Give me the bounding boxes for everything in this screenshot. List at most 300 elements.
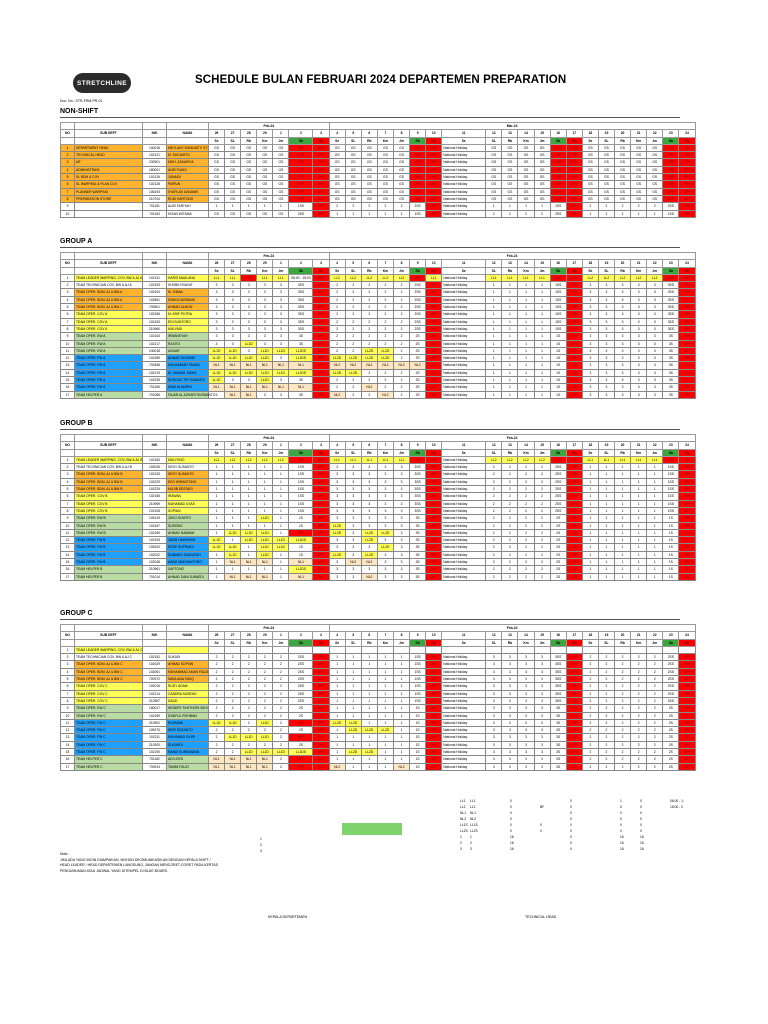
shift-cell: OFF: [410, 188, 426, 195]
row-nik: 102204: [143, 289, 167, 296]
shift-cell: OFF: [566, 676, 582, 683]
row-number: 3: [61, 159, 75, 166]
shift-cell: 2SS: [550, 478, 566, 485]
row-sub-dept: TEAM OPER. BDM, AJ & BW B: [75, 471, 143, 478]
row-name: EDI SUNTORO: [167, 318, 209, 325]
shift-cell: 2: [534, 500, 550, 507]
shift-cell: 2S: [663, 749, 679, 756]
shift-cell: 1: [225, 486, 241, 493]
shift-cell: 3: [631, 325, 647, 332]
date-header: 26: [209, 442, 225, 449]
shift-cell: GS: [393, 174, 409, 181]
shift-cell: 3: [615, 355, 631, 362]
shift-cell: 1SS: [550, 325, 566, 332]
row-name: JUNAIDI: [167, 174, 209, 181]
shift-cell: 2: [241, 705, 257, 712]
shift-cell: 1: [209, 478, 225, 485]
table-row: [61, 274, 696, 281]
shift-cell: GS: [361, 188, 377, 195]
shift-cell: 1: [345, 668, 361, 675]
shift-cell: 3: [631, 282, 647, 289]
date-header: 14: [518, 442, 534, 449]
shift-cell: 2: [518, 500, 534, 507]
shift-cell: 2: [273, 697, 289, 704]
shift-cell: 3: [225, 325, 241, 332]
shift-cell: 1: [361, 210, 377, 217]
shift-cell: OFF: [313, 325, 329, 332]
shift-cell: 1: [209, 486, 225, 493]
shift-cell: 1: [615, 500, 631, 507]
shift-cell: NL1: [241, 573, 257, 580]
col-no-header: NO: [61, 260, 75, 267]
shift-cell: 3: [225, 340, 241, 347]
shift-cell: 1: [486, 347, 502, 354]
shift-cell: 2: [598, 203, 614, 210]
shift-cell: OFF: [550, 152, 566, 159]
shift-cell: 3: [534, 712, 550, 719]
row-name: ASMI ALMURNI: [167, 384, 209, 391]
shift-cell: 1: [615, 471, 631, 478]
shift-cell: 2: [502, 500, 518, 507]
shift-cell: [615, 646, 631, 653]
shift-cell: 1: [361, 668, 377, 675]
shift-cell: 1: [631, 210, 647, 217]
shift-cell: GS: [647, 174, 663, 181]
shift-cell: 1: [582, 507, 598, 514]
row-nik: 701165: [143, 384, 167, 391]
shift-cell: 1: [582, 544, 598, 551]
shift-cell: 1: [393, 749, 409, 756]
shift-cell: 3SS: [410, 500, 426, 507]
day-header: Sb: [550, 267, 566, 274]
day-header: SL: [345, 639, 361, 646]
table-row: [61, 318, 696, 325]
shift-cell: LL1D: [273, 537, 289, 544]
shift-cell: OFF: [566, 274, 582, 281]
shift-cell: 2: [615, 749, 631, 756]
shift-cell: 1: [257, 507, 273, 514]
shift-cell: 2: [647, 727, 663, 734]
shift-cell: National Holiday: [442, 712, 486, 719]
shift-cell: 1: [502, 347, 518, 354]
shift-cell: GS: [615, 152, 631, 159]
shift-cell: 2S: [289, 727, 313, 734]
shift-cell: 1: [534, 369, 550, 376]
shift-cell: 1: [615, 478, 631, 485]
shift-cell: 1: [241, 522, 257, 529]
table-row: [61, 152, 696, 159]
row-sub-dept: TEAM OPER. FW A: [75, 377, 143, 384]
shift-cell: OFF: [566, 471, 582, 478]
shift-cell: 1S: [663, 559, 679, 566]
shift-cell: 1S: [410, 741, 426, 748]
shift-cell: GS: [377, 174, 393, 181]
doc-number: Doc. No.: STR-FRM-PR-01: [60, 99, 103, 103]
day-header: Jm: [393, 137, 409, 144]
legend-color-box: [342, 823, 402, 835]
shift-cell: OFF: [566, 683, 582, 690]
shift-cell: 2: [377, 289, 393, 296]
row-sub-dept: TEAM OPER. FW B: [75, 559, 143, 566]
shift-cell: 1: [241, 486, 257, 493]
shift-cell: 2: [329, 384, 345, 391]
shift-cell: 2SS: [289, 654, 313, 661]
shift-cell: 3: [393, 522, 409, 529]
row-number: 12: [61, 727, 75, 734]
header-blank: [143, 435, 167, 442]
shift-cell: 3: [518, 683, 534, 690]
row-number: 8: [61, 697, 75, 704]
shift-cell: 3: [393, 493, 409, 500]
day-header: Jm: [393, 639, 409, 646]
col-subdept-header: SUB DEPT: [75, 260, 143, 267]
shift-cell: 2SS: [289, 676, 313, 683]
shift-cell: 1: [631, 537, 647, 544]
shift-cell: LL1DS: [289, 369, 313, 376]
shift-cell: 3: [225, 304, 241, 311]
date-header: 6: [361, 260, 377, 267]
day-header: Km: [257, 267, 273, 274]
day-header: Rb: [361, 267, 377, 274]
shift-cell: GS: [225, 195, 241, 202]
shift-cell: [273, 646, 289, 653]
header-blank: [167, 639, 209, 646]
shift-cell: 2: [225, 654, 241, 661]
shift-cell: 1: [647, 566, 663, 573]
shift-cell: NL2: [345, 362, 361, 369]
shift-cell: 1: [393, 661, 409, 668]
shift-cell: 2: [518, 559, 534, 566]
day-header: Se: [329, 449, 345, 456]
row-number: 3: [61, 289, 75, 296]
table-row: [61, 144, 696, 151]
shift-cell: 3S: [289, 377, 313, 384]
shift-cell: National Holiday: [442, 391, 486, 398]
shift-cell: 3: [647, 347, 663, 354]
row-number: 11: [61, 347, 75, 354]
legend-value: 0: [620, 823, 622, 827]
shift-cell: LL2D: [377, 355, 393, 362]
date-header: 6: [361, 442, 377, 449]
shift-cell: GS: [257, 181, 273, 188]
day-header: Km: [257, 449, 273, 456]
date-header: 11: [442, 632, 486, 639]
day-header: Km: [518, 137, 534, 144]
shift-cell: 3: [647, 289, 663, 296]
shift-cell: 1SS: [663, 478, 679, 485]
shift-cell: LL1D: [241, 749, 257, 756]
shift-cell: 3: [615, 391, 631, 398]
shift-cell: 2: [534, 544, 550, 551]
shift-cell: 2S: [663, 734, 679, 741]
legend-value: 0: [510, 823, 512, 827]
shift-cell: OFF: [679, 274, 695, 281]
shift-cell: 3: [209, 318, 225, 325]
shift-cell: 2: [393, 369, 409, 376]
shift-cell: GS: [377, 144, 393, 151]
shift-cell: 2: [647, 697, 663, 704]
shift-cell: 1: [273, 559, 289, 566]
shift-cell: 2: [598, 756, 614, 763]
shift-cell: OFF: [313, 174, 329, 181]
shift-cell: LL1D: [273, 369, 289, 376]
shift-cell: [241, 646, 257, 653]
shift-cell: LL1D: [209, 377, 225, 384]
shift-cell: 1: [518, 333, 534, 340]
shift-cell: 2: [345, 289, 361, 296]
shift-cell: 3: [393, 464, 409, 471]
shift-cell: GS: [582, 174, 598, 181]
shift-cell: 2: [631, 203, 647, 210]
col-no-header: NO: [61, 632, 75, 639]
shift-cell: 1SS: [410, 661, 426, 668]
row-name: SURONO: [167, 522, 209, 529]
shift-cell: OFF: [426, 544, 442, 551]
row-number: 15: [61, 749, 75, 756]
shift-cell: National Holiday: [442, 668, 486, 675]
shift-cell: 2SS: [550, 507, 566, 514]
shift-cell: 3: [582, 282, 598, 289]
shift-cell: 2: [502, 471, 518, 478]
row-nik: 701068: [143, 391, 167, 398]
shift-cell: National Holiday: [442, 478, 486, 485]
shift-cell: 3: [209, 340, 225, 347]
shift-cell: 3: [273, 355, 289, 362]
legend-value: 0: [570, 823, 572, 827]
month-label: Feb-24: [209, 253, 330, 260]
shift-cell: OFF: [679, 719, 695, 726]
date-header: 24: [679, 632, 695, 639]
shift-cell: 3: [393, 573, 409, 580]
shift-cell: NL1: [257, 384, 273, 391]
day-header: Km: [518, 449, 534, 456]
shift-cell: 3SS: [550, 668, 566, 675]
shift-cell: GS: [582, 144, 598, 151]
shift-cell: OFF: [566, 325, 582, 332]
shift-cell: 2S: [550, 529, 566, 536]
shift-cell: OFF: [663, 181, 679, 188]
shift-cell: 1: [582, 493, 598, 500]
header-blank: [167, 449, 209, 456]
shift-cell: GS: [631, 166, 647, 173]
shift-cell: 3: [273, 296, 289, 303]
shift-cell: 1: [225, 500, 241, 507]
shift-cell: 3: [647, 355, 663, 362]
shift-cell: 2: [273, 676, 289, 683]
shift-cell: 3: [615, 318, 631, 325]
row-number: 4: [61, 478, 75, 485]
row-sub-dept: [75, 210, 143, 217]
row-nik: 102211: [143, 734, 167, 741]
shift-cell: 2: [598, 668, 614, 675]
shift-cell: 2: [502, 529, 518, 536]
shift-cell: GS: [241, 152, 257, 159]
shift-cell: OFF: [426, 573, 442, 580]
shift-cell: OFF: [566, 304, 582, 311]
day-header: Mg: [679, 449, 695, 456]
shift-cell: 1S: [550, 369, 566, 376]
shift-cell: GS: [615, 159, 631, 166]
shift-cell: OFF: [313, 486, 329, 493]
shift-cell: 2: [486, 486, 502, 493]
shift-cell: OFF: [313, 537, 329, 544]
date-header: 12: [486, 442, 502, 449]
table-row: [61, 296, 696, 303]
col-nama-header: NAMA: [167, 442, 209, 449]
shift-cell: 1: [241, 566, 257, 573]
shift-cell: OFF: [426, 159, 442, 166]
legend-value: LL2S: [460, 829, 468, 833]
shift-cell: 3: [615, 289, 631, 296]
shift-cell: 3: [345, 486, 361, 493]
shift-cell: 1: [329, 676, 345, 683]
row-sub-dept: TEAM OPER. FW C: [75, 727, 143, 734]
shift-cell: OFF: [426, 464, 442, 471]
shift-cell: OFF: [679, 152, 695, 159]
shift-cell: OFF: [679, 369, 695, 376]
shift-cell: 2: [518, 566, 534, 573]
shift-cell: OFF: [289, 159, 313, 166]
date-header: 19: [598, 442, 614, 449]
date-header: 4: [329, 260, 345, 267]
shift-cell: 1: [393, 719, 409, 726]
shift-cell: 3: [582, 369, 598, 376]
shift-cell: 1: [631, 507, 647, 514]
signature-dept-head: KEPALA DEPARTEMEN: [268, 915, 308, 919]
shift-cell: GS: [631, 181, 647, 188]
shift-cell: OFF: [426, 340, 442, 347]
day-header: Se: [329, 137, 345, 144]
shift-cell: LL2D: [377, 727, 393, 734]
shift-cell: 3: [345, 493, 361, 500]
shift-cell: 3: [486, 727, 502, 734]
shift-cell: OFF: [566, 559, 582, 566]
shift-cell: 1SS: [550, 203, 566, 210]
shift-cell: 2: [377, 304, 393, 311]
day-header: Mg: [426, 137, 442, 144]
shift-cell: 2SS: [550, 471, 566, 478]
shift-cell: 1S: [289, 515, 313, 522]
shift-cell: 1: [361, 734, 377, 741]
shift-cell: 1: [486, 296, 502, 303]
table-row: [61, 181, 696, 188]
shift-cell: NL1: [241, 756, 257, 763]
table-row: [61, 188, 696, 195]
shift-cell: 3: [329, 464, 345, 471]
shift-cell: 1: [225, 493, 241, 500]
shift-cell: OFF: [679, 456, 695, 463]
shift-cell: OFF: [566, 705, 582, 712]
shift-cell: 3: [631, 369, 647, 376]
row-nik: 210704: [143, 195, 167, 202]
shift-cell: 2S: [289, 712, 313, 719]
day-header: Km: [377, 137, 393, 144]
shift-cell: 1: [225, 478, 241, 485]
shift-cell: OFF: [663, 174, 679, 181]
shift-cell: OFF: [566, 500, 582, 507]
shift-cell: 3: [241, 311, 257, 318]
shift-cell: 1: [361, 712, 377, 719]
shift-cell: 3S: [410, 515, 426, 522]
shift-cell: 1: [377, 697, 393, 704]
shift-cell: 1: [273, 203, 289, 210]
shift-cell: 3S: [550, 705, 566, 712]
shift-cell: GS: [582, 152, 598, 159]
shift-cell: 3: [582, 340, 598, 347]
shift-cell: 2: [502, 464, 518, 471]
shift-cell: OFF: [313, 210, 329, 217]
shift-cell: OFF: [313, 340, 329, 347]
shift-cell: GS: [377, 195, 393, 202]
shift-cell: OFF: [426, 697, 442, 704]
shift-cell: 2: [345, 318, 361, 325]
shift-cell: National Holiday: [442, 683, 486, 690]
shift-cell: 1SS: [410, 210, 426, 217]
shift-cell: GS: [534, 159, 550, 166]
signature-technical-head: TECHNICAL HEAD: [525, 915, 557, 919]
shift-cell: 3: [329, 486, 345, 493]
shift-cell: 1: [209, 203, 225, 210]
shift-cell: 2SS: [410, 325, 426, 332]
shift-cell: GS: [631, 144, 647, 151]
row-name: JOKO SUWITO: [167, 515, 209, 522]
shift-cell: LL1DS: [289, 537, 313, 544]
date-header: 10: [426, 260, 442, 267]
shift-cell: 2: [241, 712, 257, 719]
row-nik: [143, 646, 167, 653]
shift-cell: LL2D: [361, 347, 377, 354]
shift-cell: LL1: [345, 456, 361, 463]
shift-cell: 3SS: [410, 464, 426, 471]
shift-cell: 1: [377, 676, 393, 683]
shift-cell: 2: [582, 654, 598, 661]
header-blank: [61, 435, 75, 442]
shift-cell: 3: [534, 697, 550, 704]
shift-cell: OFF: [550, 159, 566, 166]
day-header: Km: [518, 639, 534, 646]
date-header: 12: [486, 632, 502, 639]
shift-cell: 2: [647, 654, 663, 661]
shift-cell: OFF: [426, 347, 442, 354]
header-blank: [61, 253, 75, 260]
row-nik: 102048: [143, 559, 167, 566]
shift-cell: 1: [241, 507, 257, 514]
shift-cell: OFF: [313, 274, 329, 281]
shift-cell: GS: [518, 195, 534, 202]
date-header: 17: [566, 632, 582, 639]
shift-cell: 3: [631, 333, 647, 340]
shift-cell: 3: [377, 464, 393, 471]
shift-cell: 2: [345, 311, 361, 318]
table-row: [61, 756, 696, 763]
shift-cell: 2: [615, 741, 631, 748]
shift-cell: 1: [257, 500, 273, 507]
header-blank: [143, 253, 167, 260]
legend-value: 16: [510, 835, 514, 839]
shift-cell: 3: [518, 727, 534, 734]
shift-cell: OFF: [410, 456, 426, 463]
day-header: Jm: [273, 137, 289, 144]
shift-cell: GS: [518, 174, 534, 181]
shift-cell: 1: [345, 676, 361, 683]
day-header: SL: [598, 267, 614, 274]
day-header: Se: [442, 449, 486, 456]
shift-cell: 2: [631, 654, 647, 661]
shift-cell: OFF: [426, 166, 442, 173]
shift-cell: 2: [361, 391, 377, 398]
shift-cell: LL1D: [225, 347, 241, 354]
shift-cell: 3: [631, 296, 647, 303]
